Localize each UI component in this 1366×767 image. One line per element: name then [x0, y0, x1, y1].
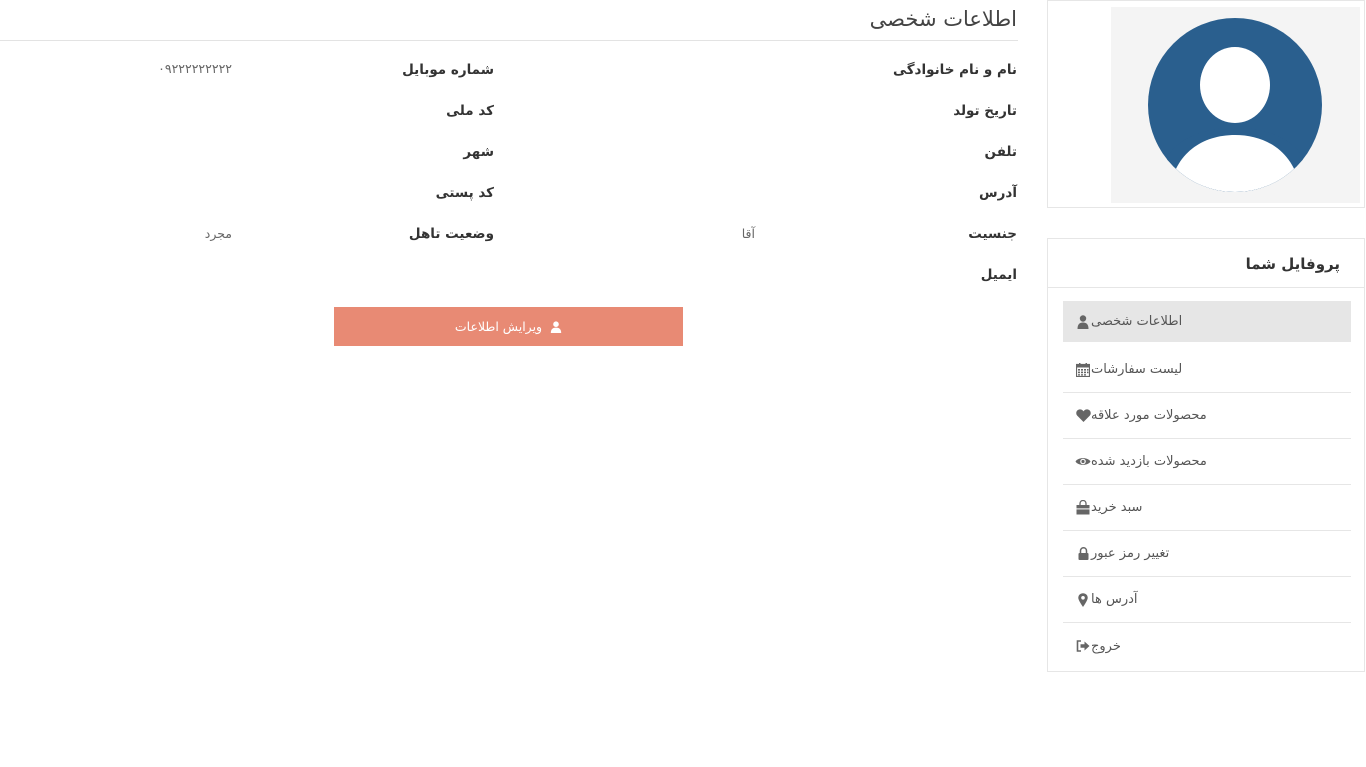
- menu-item-label: لیست سفارشات: [1091, 362, 1183, 377]
- menu-item-addresses[interactable]: [1063, 577, 1351, 623]
- mobile-value: ۰۹۲۲۲۲۲۲۲۲۲: [158, 61, 232, 76]
- edit-info-button[interactable]: [334, 307, 683, 346]
- calendar-icon: [1075, 362, 1091, 378]
- menu-item-label: محصولات مورد علاقه: [1091, 408, 1207, 423]
- user-icon: [550, 321, 562, 333]
- birth-date-label: تاریخ تولد: [953, 103, 1017, 119]
- heart-icon: [1075, 408, 1091, 424]
- menu-item-cart[interactable]: [1063, 485, 1351, 531]
- mobile-label: شماره موبایل: [402, 62, 494, 78]
- menu-item-logout[interactable]: [1063, 623, 1351, 669]
- menu-item-label: آدرس ها: [1091, 592, 1138, 607]
- map-marker-icon: [1075, 592, 1091, 608]
- marital-status-value: مجرد: [204, 226, 232, 241]
- menu-item-label: خروج: [1091, 638, 1121, 654]
- menu-item-change-password[interactable]: [1063, 531, 1351, 577]
- menu-item-label: سبد خرید: [1091, 500, 1143, 515]
- full-name-label: نام و نام خانوادگی: [893, 62, 1017, 78]
- address-label: آدرس: [979, 185, 1017, 201]
- marital-status-label: وضعیت تاهل: [408, 226, 494, 242]
- menu-item-label: تغییر رمز عبور: [1091, 546, 1170, 561]
- postal-code-label: کد پستی: [435, 185, 494, 201]
- national-code-label: کد ملی: [446, 103, 494, 119]
- avatar: [1111, 7, 1360, 203]
- user-avatar-icon: [1111, 7, 1360, 203]
- user-icon: [1075, 314, 1091, 330]
- gender-label: جنسیت: [968, 226, 1017, 242]
- phone-label: تلفن: [984, 144, 1017, 160]
- page-title: اطلاعات شخصی: [869, 7, 1017, 31]
- menu-item-personal-info[interactable]: [1063, 301, 1351, 342]
- menu-item-viewed-products[interactable]: [1063, 439, 1351, 485]
- gender-value: آقا: [741, 226, 755, 241]
- profile-menu: [1047, 238, 1365, 672]
- edit-info-button-label: ویرایش اطلاعات: [454, 319, 543, 334]
- eye-icon: [1075, 454, 1091, 470]
- avatar-card: [1047, 0, 1365, 208]
- menu-item-label: اطلاعات شخصی: [1091, 314, 1183, 329]
- profile-menu-list: [1063, 301, 1351, 669]
- email-label: ایمیل: [980, 267, 1017, 283]
- menu-item-label: محصولات بازدید شده: [1091, 454, 1207, 469]
- shopping-bag-icon: [1075, 500, 1091, 516]
- city-label: شهر: [463, 144, 494, 160]
- menu-divider: [1048, 287, 1364, 288]
- profile-menu-title: پروفایل شما: [1245, 255, 1340, 273]
- sign-out-icon: [1075, 638, 1091, 654]
- menu-item-orders[interactable]: [1063, 347, 1351, 393]
- title-divider: [0, 40, 1018, 41]
- lock-icon: [1075, 546, 1091, 562]
- menu-item-favorites[interactable]: [1063, 393, 1351, 439]
